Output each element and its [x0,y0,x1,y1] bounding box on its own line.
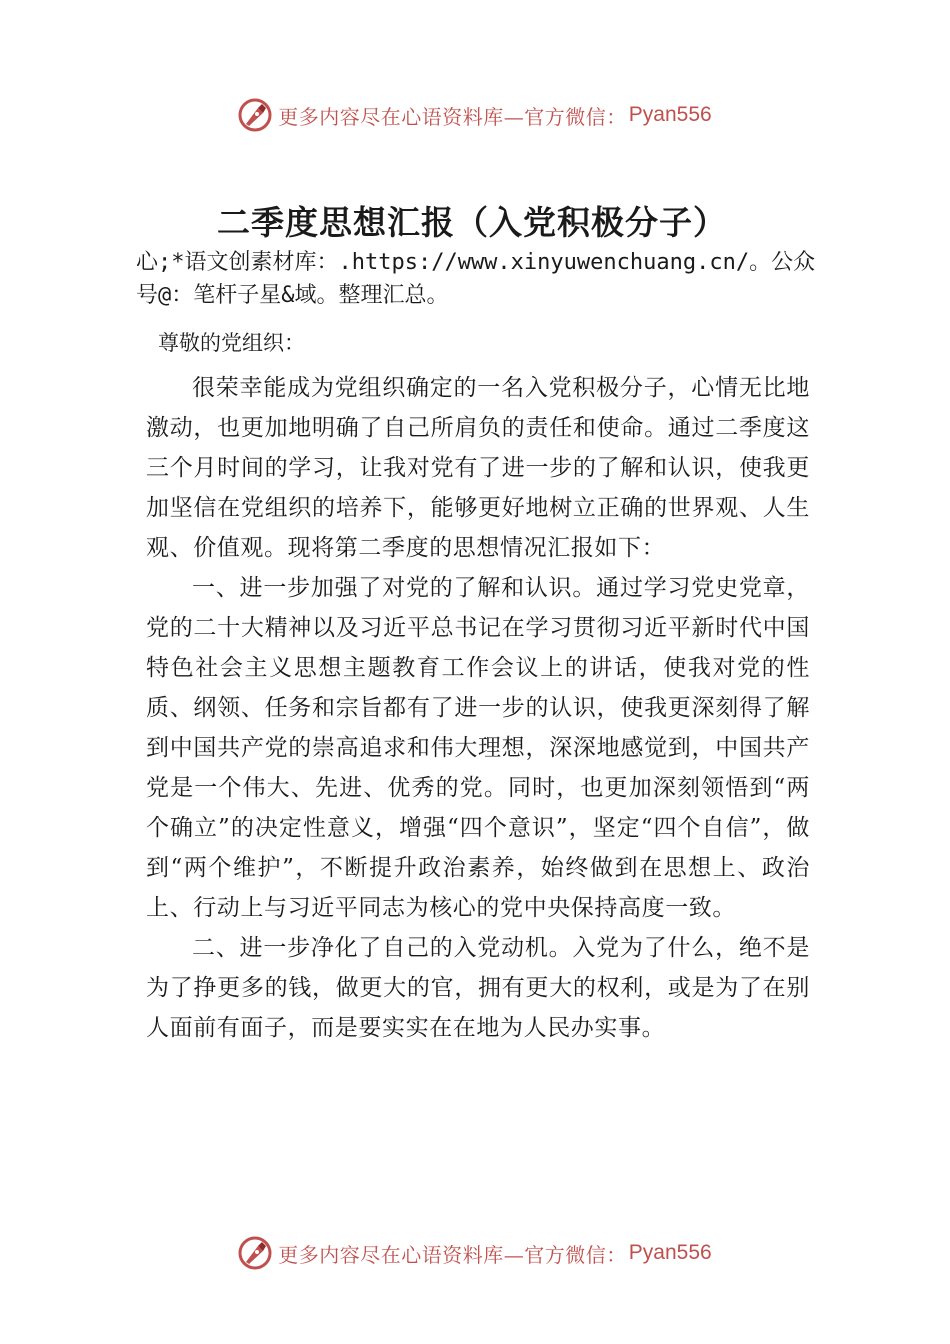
paragraph-intro: 很荣幸能成为党组织确定的一名入党积极分子，心情无比地激动，也更加地明确了自己所肩负的责任和使命。通过二季度这三个月时间的学习，让我对党有了进一步的了解和认识，使我更加坚信在党组织的培养下，能够更好地树立正确的世界观、人生观、价值观。现将第二季度的思想情况汇报如下： [146,375,810,561]
greeting: 尊敬的党组织： [158,331,305,355]
source-note: 心;*语文创素材库：.https://www.xinyuwenchuang.cn/。公众号@：笔杆子星&域。整理汇总。 [136,250,816,308]
document [136,200,816,1041]
body-text [146,368,810,1048]
banner-text: 更多内容尽在心语资料库—官方微信： [278,1242,627,1267]
document-title: 二季度思想汇报（入党积极分子） [217,203,727,242]
banner-text: 更多内容尽在心语资料库—官方微信： [278,104,627,129]
paragraph-section-2: 二、进一步净化了自己的入党动机。入党为了什么，绝不是为了挣更多的钱，做更大的官，拥有更大的权利，或是为了在别人面前有面子，而是要实实在在地为人民办实事。 [146,935,810,1041]
banner-wechat-id: Pyan556 [628,1241,712,1264]
paragraph-section-1: 一、进一步加强了对党的了解和认识。通过学习党史党章，党的二十大精神以及习近平总书记在学习贯彻习近平新时代中国特色社会主义思想主题教育工作会议上的讲话，使我对党的性质、纲领、任务和宗旨都有了进一步的认识，使我更深刻得了解到中国共产党的崇高追求和伟大理想，深深地感觉到，中国共产党是一个伟大、先进、优秀的党。同时，也更加深刻领悟到“两个确立”的决定性意义，增强“四个意识”，坚定“四个自信”，做到“两个维护”，不断提升政治素养，始终做到在思想上、政治上、行动上与习近平同志为核心的党中央保持高度一致。 [146,575,810,921]
pen-nib-logo-icon [238,1236,272,1270]
pen-nib-logo-icon [238,98,272,132]
banner-wechat-id: Pyan556 [628,103,712,126]
footer-banner [0,1233,950,1273]
header-banner [0,95,950,135]
